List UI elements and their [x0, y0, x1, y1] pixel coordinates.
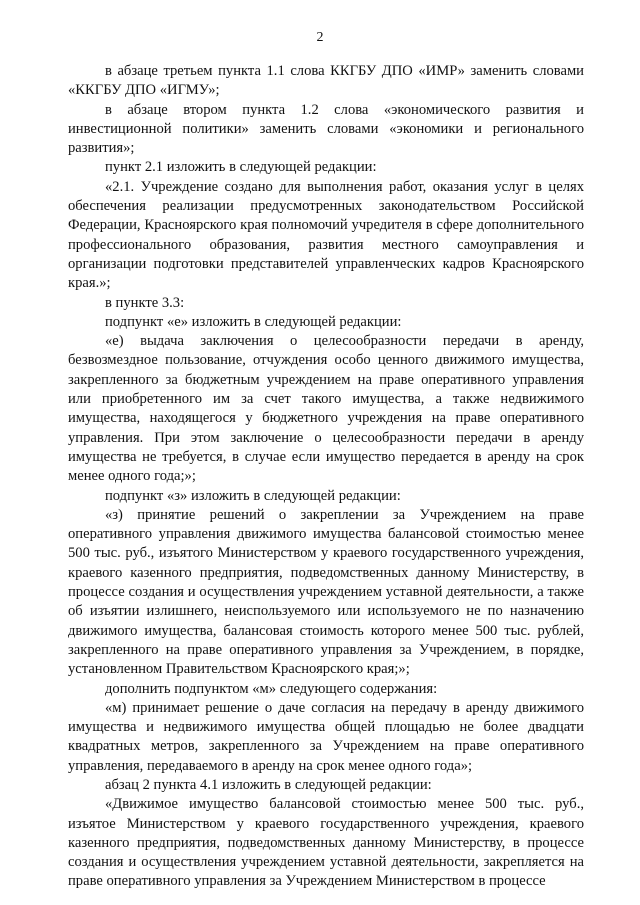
subpoint-e-text: «е) выдача заключения о целесообразности передачи в аренду, безвозмездное пользование, отчуждения особо ценного движимого имущества, закрепленного за бюджетным учреждением на праве оперативного управления или приобретенного им за счет такого имущества, а также недвижимого имущества, находящегося у бюджетного учреждения на праве оперативного управления. При этом заключение о целесообразности передачи в аренду имущества не требуется, в случае если имущество передается в аренду на срок менее одного года;»;: [68, 333, 584, 485]
paragraph-4-1-text: «Движимое имущество балансовой стоимостью менее 500 тыс. руб., изъятое Министерством у краевого государственного учреждения, краевого казенного предприятия, подведомственных данному Министерству, в процессе создания и осуществления учреждением уставной деятельности, закрепляется на праве оперативного управления за Учреждением Министерством в процессе: [68, 796, 584, 890]
paragraph-2-1-text: «2.1. Учреждение создано для выполнения работ, оказания услуг в целях обеспечения реализации предусмотренных законодательством Российской Федерации, Красноярского края полномочий учредителя в сфере дополнительного профессионального образования, развития местного самоуправления и организации подготовки представителей управленческих кадров Красноярского края.»;: [68, 178, 584, 292]
subpoint-z-text: «з) принятие решений о закреплении за Учреждением на праве оперативного управления движимого имущества балансовой стоимостью менее 500 тыс. руб., изъятого Министерством у краевого государственного учреждения, краевого казенного предприятия, подведомственных данному Министерству, в процессе создания и осуществления учреждением уставной деятельности, а также об изъятии излишнего, неиспользуемого или используемого не по назначению движимого имущества, балансовая стоимость которого менее 500 тыс. рублей, закрепленного на праве оперативного управления за Учреждением, в порядке, установленном Правительством Красноярского края;»;: [68, 506, 584, 678]
paragraph-3-3-intro: в пункте 3.3:: [105, 294, 185, 311]
subpoint-m-intro: дополнить подпунктом «м» следующего содержания:: [105, 680, 438, 697]
paragraph-4-1-intro: абзац 2 пункта 4.1 изложить в следующей редакции:: [105, 776, 432, 793]
paragraph-1-2-amendment: в абзаце втором пункта 1.2 слова «экономического развития и инвестиционной политики» заменить словами «экономики и регионального развития»;: [68, 101, 584, 157]
paragraph-1-1-amendment: в абзаце третьем пункта 1.1 слова ККГБУ ДПО «ИМР» заменить словами «ККГБУ ДПО «ИГМУ»;: [68, 63, 584, 99]
paragraph-2-1-intro: пункт 2.1 изложить в следующей редакции:: [105, 159, 377, 176]
subpoint-e-intro: подпункт «е» изложить в следующей редакции:: [105, 313, 402, 330]
page-number: 2: [316, 30, 324, 45]
document-body: [68, 62, 584, 892]
subpoint-z-intro: подпункт «з» изложить в следующей редакции:: [105, 487, 401, 504]
subpoint-m-text: «м) принимает решение о даче согласия на передачу в аренду движимого имущества и недвижимого имущества общей площадью не более двадцати квадратных метров, закрепленного за Учреждением на праве оперативного управления, передаваемого в аренду на срок менее одного года»;: [68, 699, 584, 774]
